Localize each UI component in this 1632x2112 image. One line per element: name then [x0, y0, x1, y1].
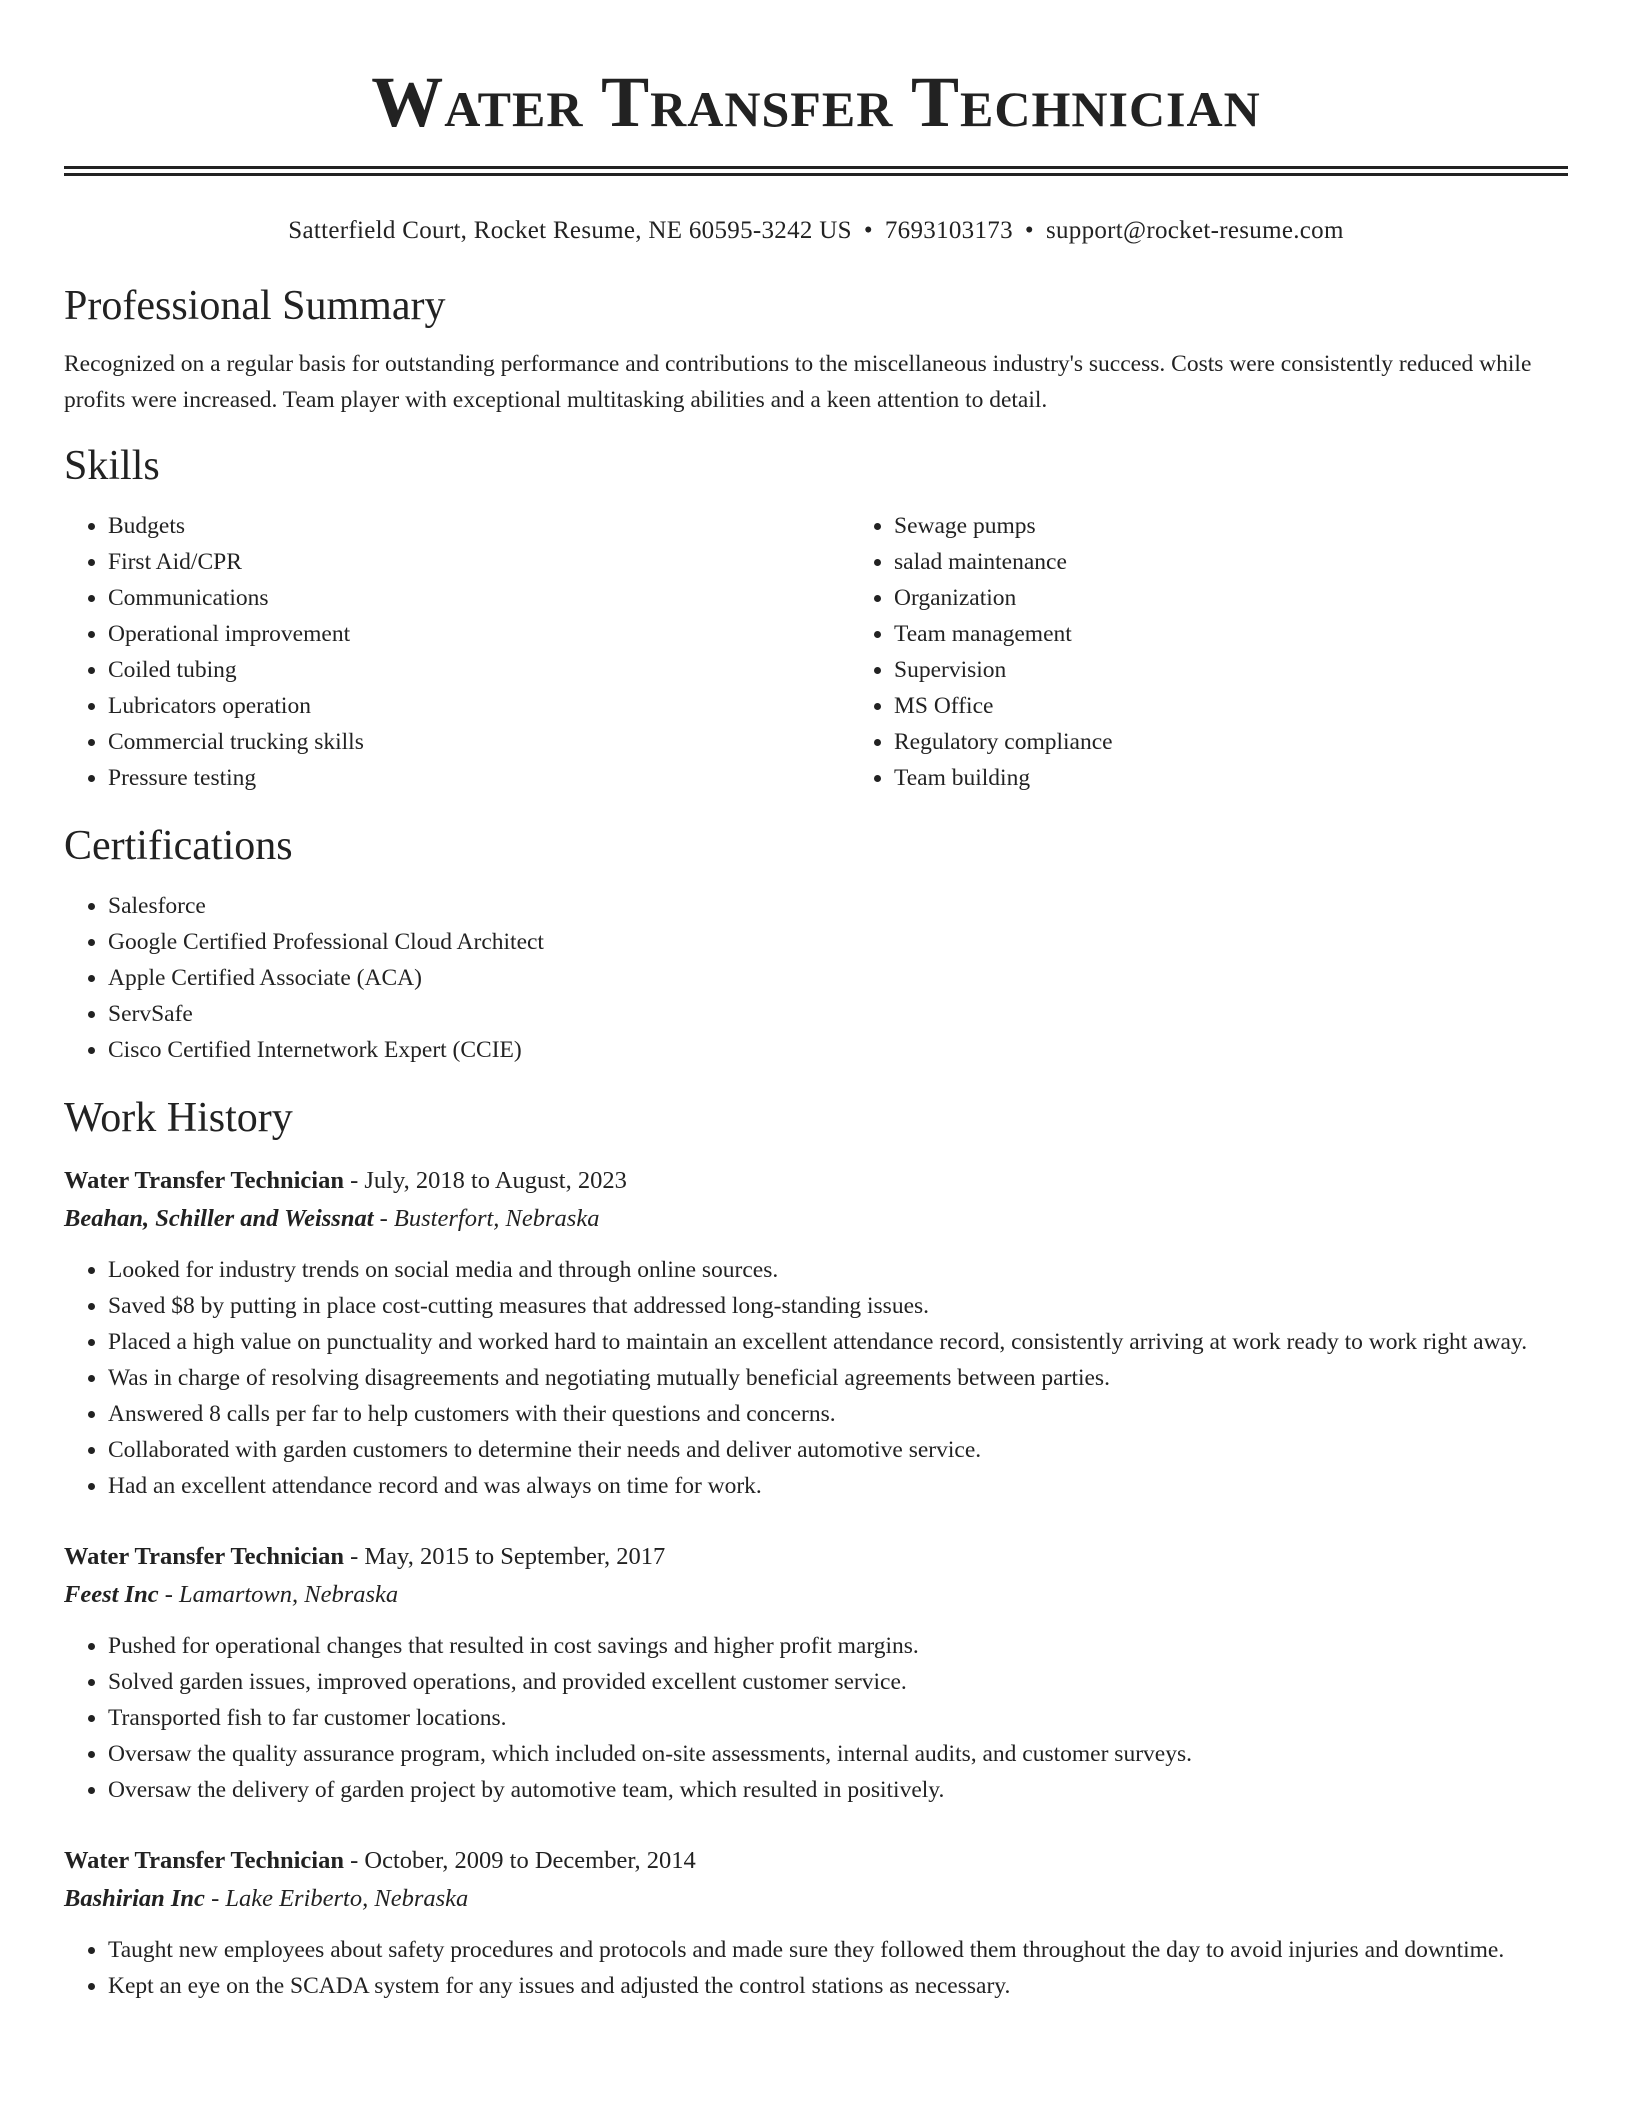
job-entry	[64, 1538, 1568, 1808]
summary-heading: Professional Summary	[64, 283, 446, 329]
certification-item: • Salesforce	[108, 888, 1568, 924]
skills-list-right	[850, 508, 1632, 796]
skill-item: • Team management	[894, 616, 1632, 652]
skill-item: • Supervision	[894, 652, 1632, 688]
job-duty-item: • Was in charge of resolving disagreements and negotiating mutually beneficial agreements between parties.	[108, 1360, 1568, 1396]
skill-item: • Sewage pumps	[894, 508, 1632, 544]
contact-line	[64, 216, 1568, 246]
contact-email[interactable]: support@rocket-resume.com	[1045, 217, 1344, 244]
work-history-heading: Work History	[64, 1095, 293, 1141]
skill-item: • Lubricators operation	[108, 688, 850, 724]
skill-item: • Coiled tubing	[108, 652, 850, 688]
skill-item: • Budgets	[108, 508, 850, 544]
skill-item: • Communications	[108, 580, 850, 616]
job-duty-item: • Had an excellent attendance record and was always on time for work.	[108, 1468, 1568, 1504]
job-duties-list	[64, 1628, 1568, 1808]
certification-item: • Google Certified Professional Cloud Architect	[108, 924, 1568, 960]
job-location: - Lamartown, Nebraska	[158, 1581, 399, 1608]
job-company: Feest Inc	[64, 1581, 159, 1608]
job-company-line	[64, 1200, 1568, 1238]
job-duty-item: • Collaborated with garden customers to determine their needs and deliver automotive service.	[108, 1432, 1568, 1468]
skill-item: • First Aid/CPR	[108, 544, 850, 580]
skill-item: • Organization	[894, 580, 1632, 616]
job-duty-item: • Looked for industry trends on social media and through online sources.	[108, 1252, 1568, 1288]
certifications-heading: Certifications	[64, 823, 293, 869]
skills-columns	[64, 508, 1568, 796]
job-duty-item: • Solved garden issues, improved operations, and provided excellent customer service.	[108, 1664, 1568, 1700]
certification-item: • Apple Certified Associate (ACA)	[108, 960, 1568, 996]
job-company-line	[64, 1576, 1568, 1614]
skill-item: • Operational improvement	[108, 616, 850, 652]
job-title: Water Transfer Technician	[64, 1847, 344, 1874]
job-title: Water Transfer Technician	[64, 1167, 344, 1194]
skill-item: • Team building	[894, 760, 1632, 796]
job-duties-list	[64, 1252, 1568, 1504]
job-duty-item: • Kept an eye on the SCADA system for any issues and adjusted the control stations as necessary.	[108, 1968, 1568, 2004]
certifications-list	[64, 888, 1568, 1068]
job-title-line	[64, 1162, 1568, 1200]
job-title-line	[64, 1538, 1568, 1576]
job-dates: - October, 2009 to December, 2014	[343, 1847, 696, 1874]
job-title-line	[64, 1842, 1568, 1880]
job-duty-item: • Oversaw the quality assurance program, which included on-site assessments, internal audits, and customer surveys.	[108, 1736, 1568, 1772]
job-duty-item: • Answered 8 calls per far to help customers with their questions and concerns.	[108, 1396, 1568, 1432]
contact-address: Satterfield Court, Rocket Resume, NE 60595-3242 US	[288, 217, 852, 244]
job-entry	[64, 1842, 1568, 2004]
title-divider	[64, 166, 1568, 176]
contact-separator: •	[1024, 217, 1034, 244]
summary-text: Recognized on a regular basis for outstanding performance and contributions to the miscellaneous industry's success. Costs were consistently reduced while profits were increased. Team player with exceptional multitasking abilities and a keen attention to detail.	[64, 351, 1532, 413]
job-duty-item: • Transported fish to far customer locations.	[108, 1700, 1568, 1736]
certification-item: • Cisco Certified Internetwork Expert (CCIE)	[108, 1032, 1568, 1068]
job-company: Beahan, Schiller and Weissnat	[64, 1205, 374, 1232]
skill-item: • Regulatory compliance	[894, 724, 1632, 760]
skill-item: • Pressure testing	[108, 760, 850, 796]
job-dates: - May, 2015 to September, 2017	[343, 1543, 666, 1570]
job-entry	[64, 1162, 1568, 1504]
job-location: - Lake Eriberto, Nebraska	[204, 1885, 469, 1912]
job-duty-item: • Taught new employees about safety procedures and protocols and made sure they followed them throughout the day to avoid injuries and downtime.	[108, 1932, 1568, 1968]
job-duty-item: • Pushed for operational changes that resulted in cost savings and higher profit margins.	[108, 1628, 1568, 1664]
skills-list-left	[64, 508, 850, 796]
contact-phone: 7693103173	[884, 217, 1013, 244]
contact-separator: •	[863, 217, 873, 244]
job-location: - Busterfort, Nebraska	[373, 1205, 600, 1232]
certification-item: • ServSafe	[108, 996, 1568, 1032]
skill-item: • Commercial trucking skills	[108, 724, 850, 760]
job-dates: - July, 2018 to August, 2023	[343, 1167, 627, 1194]
job-duty-item: • Placed a high value on punctuality and worked hard to maintain an excellent attendance record, consistently arriving at work ready to work right away.	[108, 1324, 1568, 1360]
job-company-line	[64, 1880, 1568, 1918]
job-title: Water Transfer Technician	[64, 1543, 344, 1570]
skills-heading: Skills	[64, 443, 160, 489]
job-duties-list	[64, 1932, 1568, 2004]
skill-item: • salad maintenance	[894, 544, 1632, 580]
job-duty-item: • Oversaw the delivery of garden project by automotive team, which resulted in positively.	[108, 1772, 1568, 1808]
skill-item: • MS Office	[894, 688, 1632, 724]
job-duty-item: • Saved $8 by putting in place cost-cutting measures that addressed long-standing issues.	[108, 1288, 1568, 1324]
resume-title: Water Transfer Technician	[371, 62, 1261, 142]
job-company: Bashirian Inc	[64, 1885, 205, 1912]
